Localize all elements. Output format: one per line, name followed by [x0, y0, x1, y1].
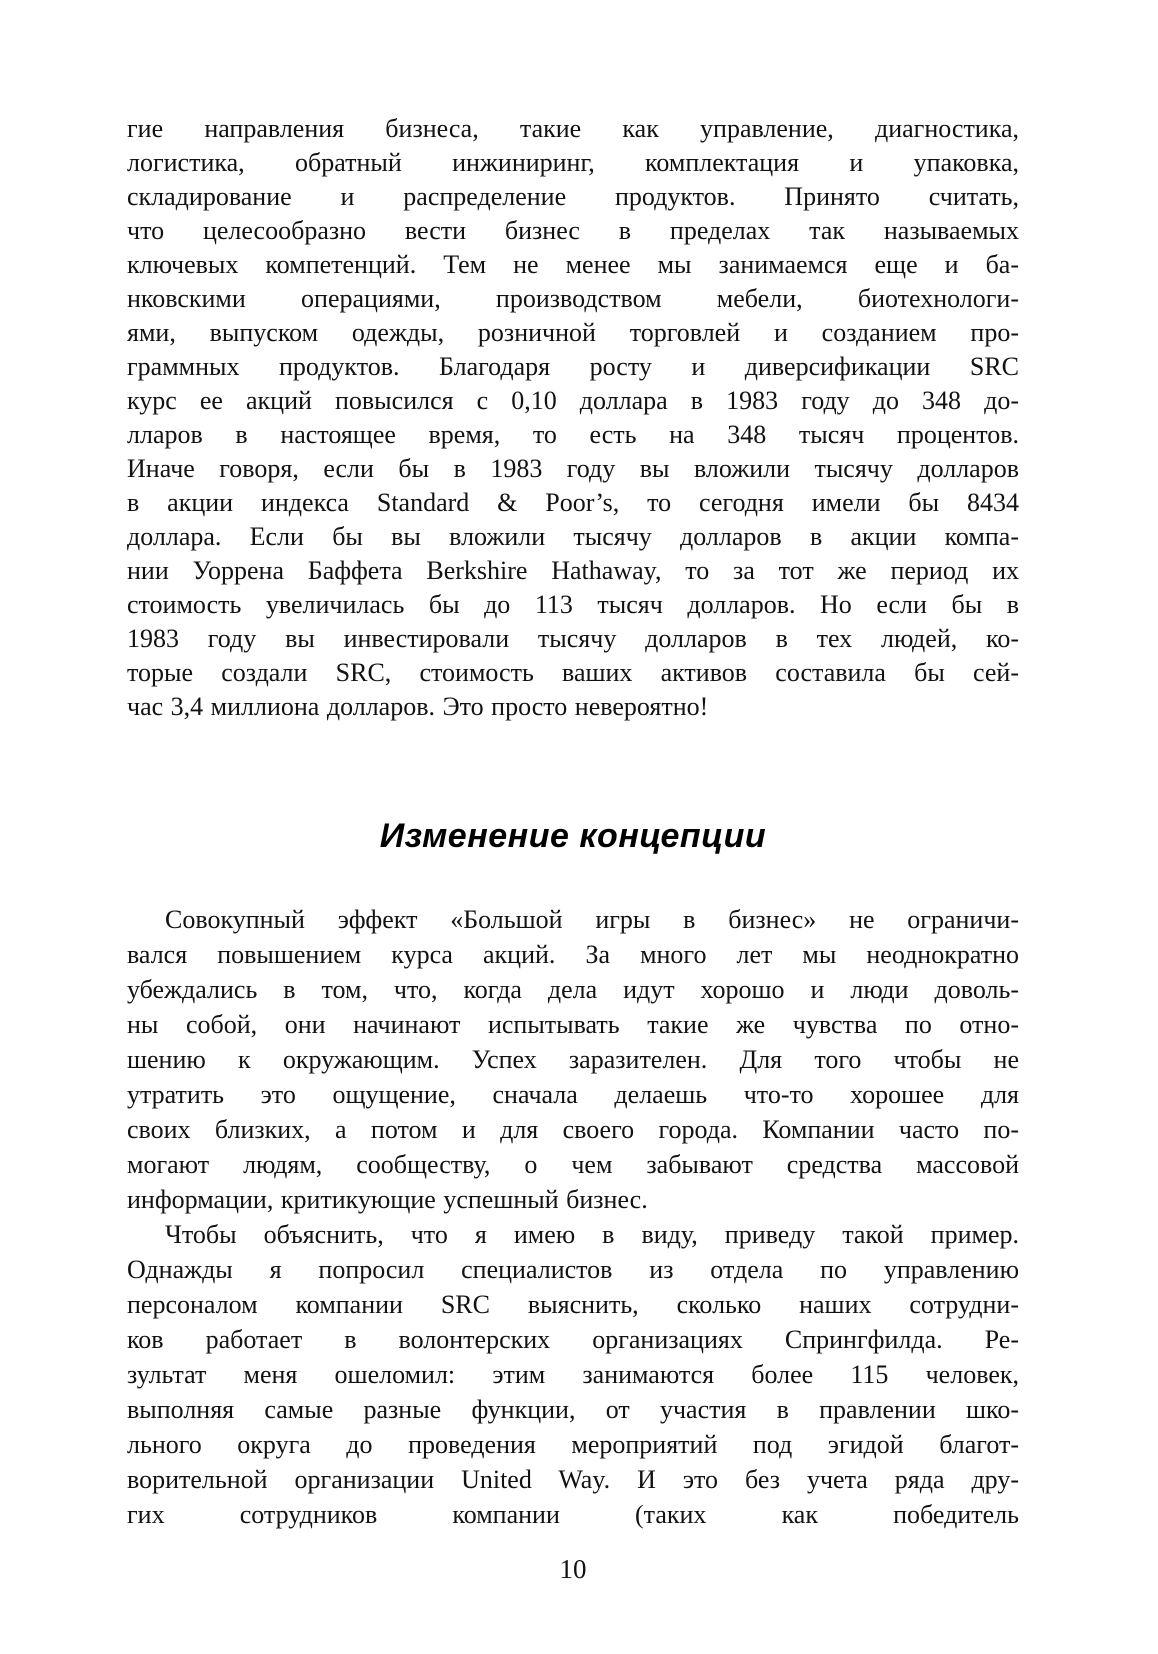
text-line: гие направления бизнеса, такие как управление, диагностика,: [127, 114, 1019, 143]
text-line: складирование и распределение продуктов. Принято считать,: [127, 182, 1019, 211]
text-line: Однажды я попросил специалистов из отдела по управлению: [127, 1255, 1019, 1284]
text-line: 1983 году вы инвестировали тысячу долларов в тех людей, ко-: [127, 624, 1019, 653]
text-line: Иначе говоря, если бы в 1983 году вы вложили тысячу долларов: [127, 454, 1019, 483]
text-line: зультат меня ошеломил: этим занимаются более 115 человек,: [127, 1360, 1019, 1389]
text-line: ворительной организации United Way. И это без учета ряда дру-: [127, 1465, 1019, 1494]
text-line: торые создали SRC, стоимость ваших активов составила бы сей-: [127, 658, 1019, 687]
text-line: убеждались в том, что, когда дела идут хорошо и люди доволь-: [127, 975, 1019, 1004]
text-line: выполняя самые разные функции, от участия в правлении шко-: [127, 1395, 1019, 1424]
text-line: что целесообразно вести бизнес в пределах так называемых: [127, 216, 1019, 245]
text-line: льного округа до проведения мероприятий под эгидой благот-: [127, 1430, 1019, 1459]
text-line: шению к окружающим. Успех заразителен. Для того чтобы не: [127, 1045, 1019, 1074]
text-line: вался повышением курса акций. За много лет мы неоднократно: [127, 940, 1019, 969]
text-line: информации, критикующие успешный бизнес.: [127, 1185, 648, 1214]
section-heading: Изменение концепции: [379, 817, 767, 855]
text-line: Совокупный эффект «Большой игры в бизнес» не ограничи-: [165, 905, 1019, 934]
text-line: логистика, обратный инжиниринг, комплектация и упаковка,: [127, 148, 1019, 177]
paragraph-continuation: [127, 112, 1019, 724]
paragraph: [127, 1217, 1019, 1532]
text-line: ключевых компетенций. Тем не менее мы занимаемся еще и ба-: [127, 250, 1019, 279]
text-line: ны собой, они начинают испытывать такие же чувства по отно-: [127, 1010, 1019, 1039]
text-line: ков работает в волонтерских организациях Спрингфилда. Ре-: [127, 1325, 1019, 1354]
page-number: 10: [559, 1554, 587, 1584]
text-line: доллара. Если бы вы вложили тысячу долларов в акции компа-: [127, 522, 1019, 551]
text-line: утратить это ощущение, сначала делаешь что-то хорошее для: [127, 1080, 1019, 1109]
text-line: час 3,4 миллиона долларов. Это просто невероятно!: [127, 692, 709, 721]
text-line: персоналом компании SRC выяснить, сколько наших сотрудни-: [127, 1290, 1019, 1319]
text-line: стоимость увеличилась бы до 113 тысяч долларов. Но если бы в: [127, 590, 1019, 619]
paragraph: [127, 902, 1019, 1217]
text-line: в акции индекса Standard & Poor’s, то сегодня имели бы 8434: [127, 488, 1019, 517]
text-line: своих близких, а потом и для своего города. Компании часто по-: [127, 1115, 1019, 1144]
text-line: гих сотрудников компании (таких как победитель: [127, 1500, 1019, 1529]
text-line: граммных продуктов. Благодаря росту и диверсификации SRC: [127, 352, 1019, 381]
text-line: курс ее акций повысился с 0,10 доллара в 1983 году до 348 до-: [127, 386, 1019, 415]
text-line: нковскими операциями, производством мебели, биотехнологи-: [127, 284, 1019, 313]
text-line: могают людям, сообществу, о чем забывают средства массовой: [127, 1150, 1019, 1179]
text-line: нии Уоррена Баффета Berkshire Hathaway, то за тот же период их: [127, 556, 1019, 585]
text-line: Чтобы объяснить, что я имею в виду, приведу такой пример.: [165, 1220, 1019, 1249]
text-line: ями, выпуском одежды, розничной торговлей и созданием про-: [127, 318, 1019, 347]
text-line: лларов в настоящее время, то есть на 348 тысяч процентов.: [127, 420, 1019, 449]
text-column: [127, 112, 1019, 1532]
